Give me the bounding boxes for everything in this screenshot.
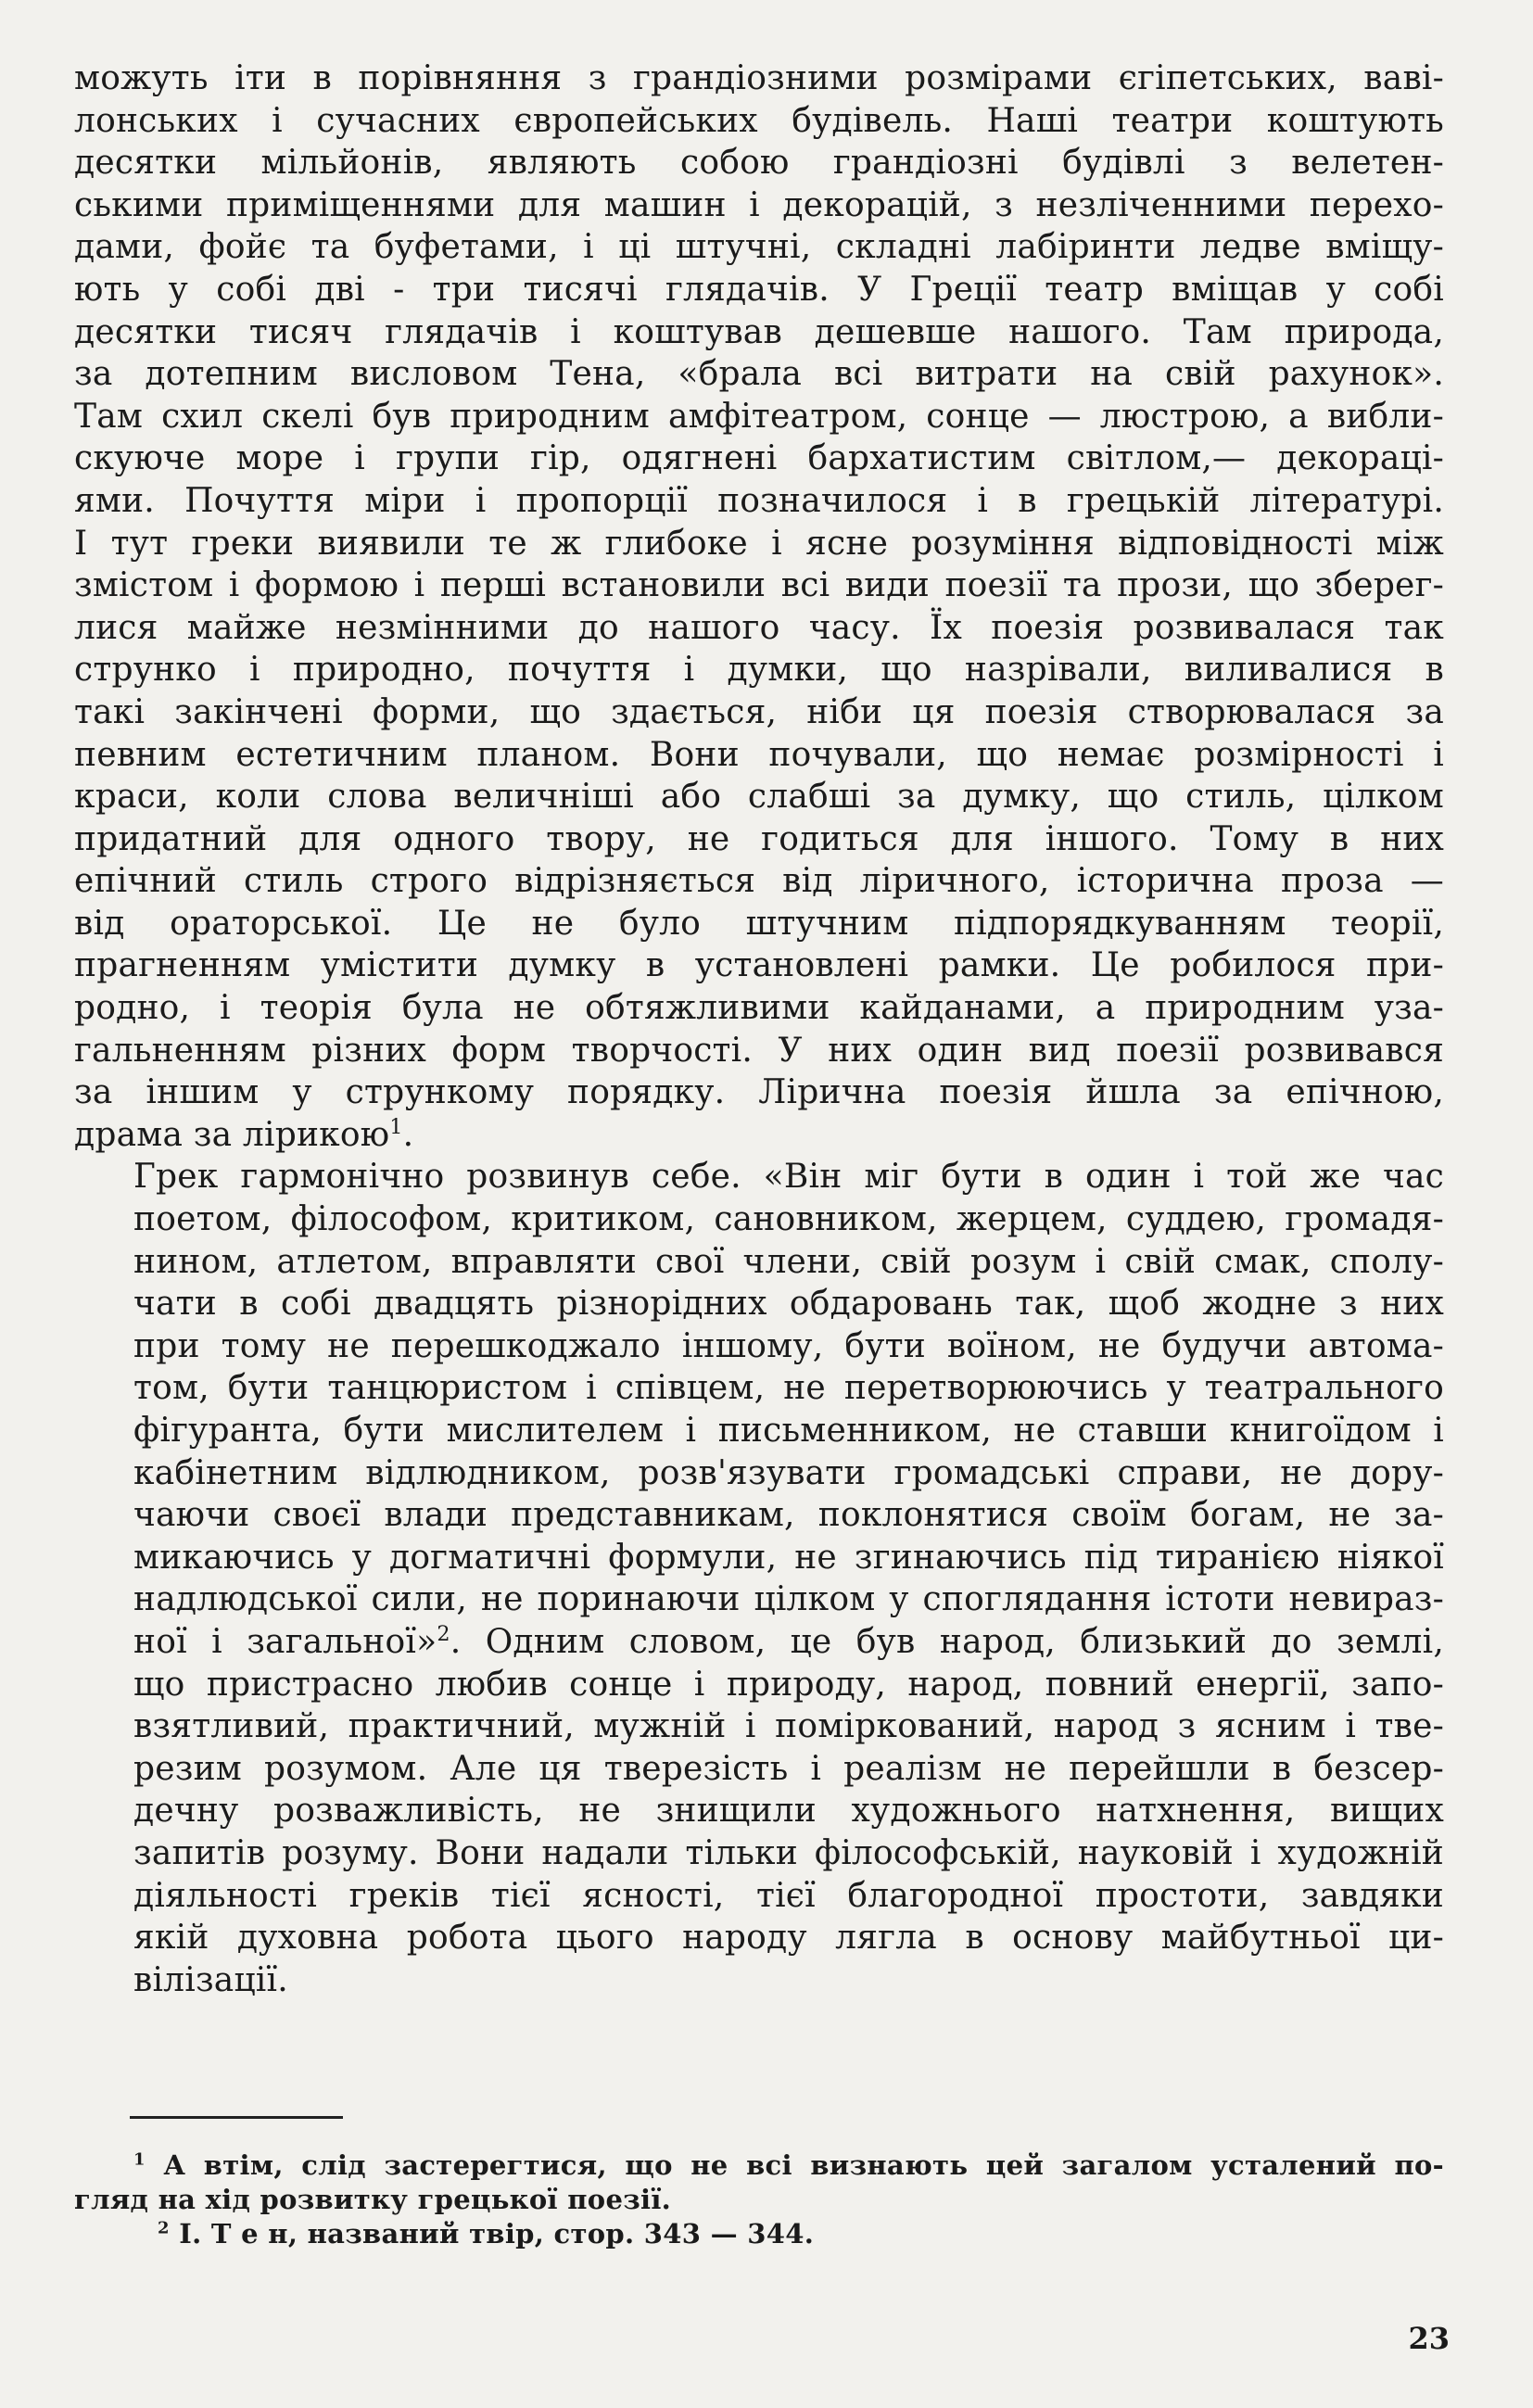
text-line: за іншим у стрункому порядку. Лірична поезія йшла за епічною, bbox=[74, 1073, 1444, 1112]
footnote-1-continued: гляд на хід розвитку грецької поезії. bbox=[74, 2184, 672, 2215]
text-line: епічний стиль строго відрізняється від ліричного, історична проза — bbox=[74, 862, 1444, 901]
text-line: ями. Почуття міри і пропорції позначилося і в грецькій літературі. bbox=[74, 481, 1444, 520]
text-line: микаючись у догматичні формули, не згинаючись під тиранією ніякої bbox=[133, 1538, 1444, 1577]
text-line-content: драма за лірикою bbox=[74, 1115, 390, 1154]
text-line: такі закінчені форми, що здається, ніби ця поезія створювалася за bbox=[74, 692, 1444, 731]
text-line: вілізації. bbox=[133, 1960, 288, 1999]
text-line: можуть іти в порівняння з грандіозними розмірами єгіпетських, ваві- bbox=[74, 59, 1444, 97]
footnotes bbox=[74, 2148, 1444, 2251]
text-line: від ораторської. Це не було штучним підпорядкуванням теорії, bbox=[74, 904, 1444, 943]
text-line: десятки мільйонів, являють собою грандіозні будівлі з велетен- bbox=[74, 144, 1444, 183]
text-line: драма за лірикою$^1$. bbox=[74, 1114, 414, 1154]
text-line: лонських і сучасних європейських будівель. Наші театри коштують bbox=[74, 101, 1444, 140]
text-line: змістом і формою і перші встановили всі види поезії та прози, що зберег- bbox=[74, 566, 1444, 605]
text-line: запитів розуму. Вони надали тільки філософській, науковій і художній bbox=[133, 1833, 1444, 1872]
text-line: резим розумом. Але ця тверезість і реалізм не перейшли в безсер- bbox=[133, 1749, 1444, 1788]
text-line bbox=[74, 1621, 1444, 1664]
text-line: чаючи своєї влади представникам, поклонятися своїм богам, не за- bbox=[133, 1496, 1444, 1535]
text-line: Грек гармонічно розвинув себе. «Він міг бути в один і той же час bbox=[133, 1158, 1444, 1197]
text-line: ськими приміщеннями для машин і декорацій, з незліченними перехо- bbox=[74, 185, 1444, 224]
text-line: за дотепним висловом Тена, «брала всі витрати на свій рахунок». bbox=[74, 355, 1444, 394]
text-line: скуюче море і групи гір, одягнені бархатистим світлом,— декораці- bbox=[74, 439, 1444, 478]
text-line: родно, і теорія була не обтяжливими кайданами, а природним уза- bbox=[74, 989, 1444, 1028]
text-line: надлюдської сили, не поринаючи цілком у споглядання істоти невираз- bbox=[133, 1580, 1444, 1619]
text-line: дами, фойє та буфетами, і ці штучні, складні лабіринти ледве вміщу- bbox=[74, 228, 1444, 267]
text-line: при тому не перешкоджало іншому, бути воїном, не будучи автома- bbox=[133, 1326, 1444, 1365]
text-line: придатний для одного твору, не годиться для іншого. Тому в них bbox=[74, 819, 1444, 858]
footnote-marker-1: 1 bbox=[133, 2149, 146, 2170]
footnote-divider bbox=[130, 2116, 343, 2119]
paragraph-1 bbox=[74, 57, 1444, 1156]
text-line: якій духовна робота цього народу лягла в основу майбутньої ци- bbox=[133, 1919, 1444, 1958]
text-line: взятливий, практичний, мужній і поміркований, народ з ясним і тве- bbox=[133, 1707, 1444, 1746]
text-line: певним естетичним планом. Вони почували, що немає розмірності і bbox=[74, 735, 1444, 774]
text-line: гальненням різних форм творчості. У них один вид поезії розвивався bbox=[74, 1031, 1444, 1070]
text-line: десятки тисяч глядачів і коштував дешевше нашого. Там природа, bbox=[74, 312, 1444, 351]
text-line: нином, атлетом, вправляти свої члени, свій розум і свій смак, сполу- bbox=[133, 1242, 1444, 1281]
text-line: том, бути танцюристом і співцем, не перетворюючись у театрального bbox=[133, 1369, 1444, 1408]
text-line: чати в собі двадцять різнорідних обдаровань так, щоб жодне з них bbox=[133, 1285, 1444, 1324]
text-line: І тут греки виявили те ж глибоке і ясне розуміння відповідності між bbox=[74, 524, 1444, 563]
page-number: 23 bbox=[1408, 2321, 1450, 2356]
footnote-ref-1[interactable]: 1 bbox=[389, 1114, 403, 1139]
footnote-ref-2[interactable]: 2 bbox=[437, 1621, 450, 1646]
text-line: дечну розважливість, не знищили художнього натхнення, вищих bbox=[133, 1792, 1444, 1831]
text-line: поетом, філософом, критиком, сановником, жерцем, суддею, громадя- bbox=[133, 1200, 1444, 1239]
text-line: струнко і природно, почуття і думки, що назрівали, виливалися в bbox=[74, 651, 1444, 690]
main-text bbox=[74, 57, 1444, 2001]
text-line-content: ної і загальної» bbox=[133, 1622, 437, 1661]
text-line: Там схил скелі був природним амфітеатром, сонце — люстрою, а вибли- bbox=[74, 397, 1444, 436]
footnote-1 bbox=[74, 2148, 1444, 2183]
text-line: прагненням умістити думку в установлені рамки. Це робилося при- bbox=[74, 946, 1444, 985]
footnote-text: І. Т е н, названий твір, стор. 343 — 344. bbox=[179, 2218, 815, 2250]
text-line: лися майже незмінними до нашого часу. Їх поезія розвивалася так bbox=[74, 608, 1444, 647]
text-line: фігуранта, бути мислителем і письменником, не ставши книгоїдом і bbox=[133, 1412, 1444, 1450]
footnote-text: А втім, слід застерегтися, що не всі визнають цей загалом усталений по- bbox=[163, 2149, 1444, 2181]
text-line: краси, коли слова величніші або слабші за думку, що стиль, цілком bbox=[74, 778, 1444, 817]
text-line-content: . Одним словом, це був народ, близький до землі, bbox=[450, 1622, 1444, 1661]
text-line: діяльності греків тієї ясності, тієї благородної простоти, завдяки bbox=[133, 1876, 1444, 1915]
text-line: ють у собі дві - три тисячі глядачів. У Греції театр вміщав у собі bbox=[74, 270, 1444, 309]
text-line: що пристрасно любив сонце і природу, народ, повний енергії, запо- bbox=[133, 1665, 1444, 1704]
paragraph-2 bbox=[74, 1156, 1444, 2001]
footnote-marker-2: 2 bbox=[158, 2218, 170, 2238]
text-line: кабінетним відлюдником, розв'язувати громадські справи, не дору- bbox=[133, 1453, 1444, 1492]
footnote-2 bbox=[74, 2217, 1444, 2251]
